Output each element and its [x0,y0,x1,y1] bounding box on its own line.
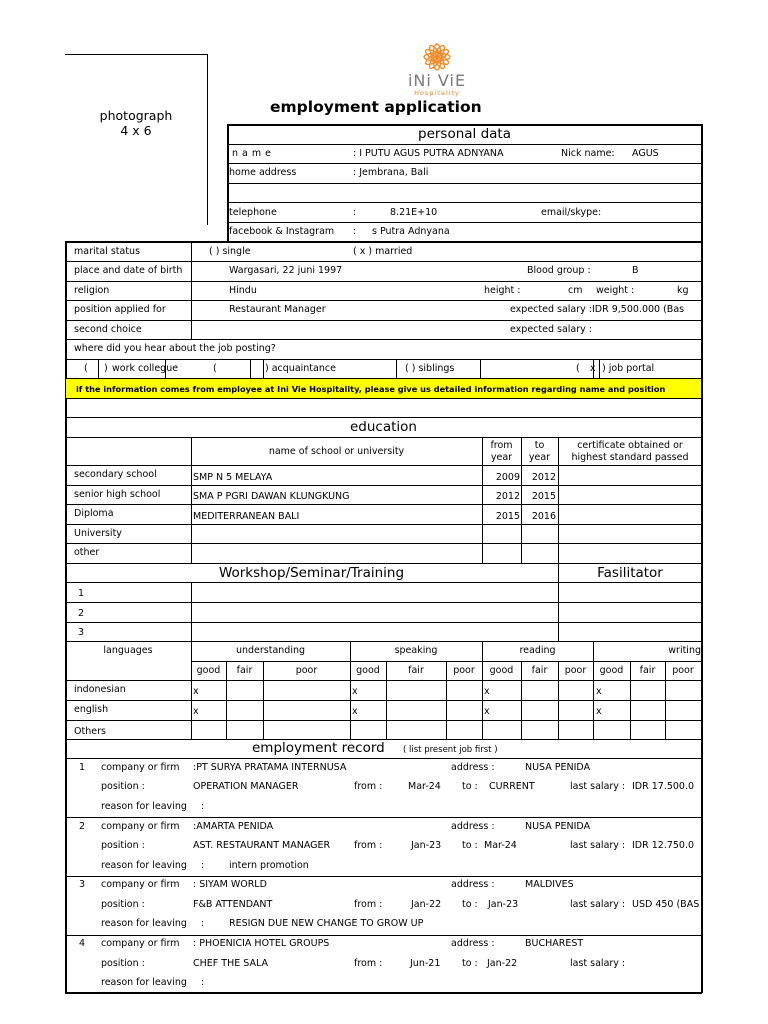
job-number: 2 [79,821,86,832]
height-label: height : [484,285,521,296]
line [65,817,702,818]
info-note: if the information comes from employee at Ini Vie Hospitality, please give us detailed information regarding name and position [76,384,666,394]
edu-school: SMA P PGRI DAWAN KLUNGKUNG [193,491,350,502]
job-position: CHEF THE SALA [193,958,268,969]
logo-brand: iNi ViE [407,71,467,90]
source-job-paren: ( [576,363,580,374]
job-number: 3 [79,879,86,890]
job-reason-colon: : [201,918,205,929]
lang-sub-poor: poor [295,665,318,676]
edu-col-cert-2: highest standard passed [571,452,689,463]
job-source-question: where did you hear about the job posting? [74,343,276,354]
lang-sub-poor: poor [564,665,587,676]
line [227,144,702,145]
logo-sub: Hospitality [414,89,460,97]
edu-from: 2009 [495,472,520,483]
edu-level: University [74,528,122,539]
edu-level: secondary school [74,469,157,480]
lang-sub-good: good [356,665,380,676]
line [65,437,702,438]
facilitator-header: Fasilitator [597,565,663,581]
company-label: company or firm [101,938,180,949]
lang-sub-good: good [489,665,514,676]
job-salary: IDR 17.500.0 [632,781,695,792]
address-value: : Jembrana, Bali [353,167,429,178]
language-name: indonesian [74,684,126,695]
source-paren-open: ( [84,363,88,374]
flower-logo-icon [415,40,459,74]
line [701,124,703,993]
job-salary-label: last salary : [570,958,626,969]
company-label: company or firm [101,821,180,832]
line [65,720,702,721]
job-to-label: to : [462,958,478,969]
line [227,183,702,184]
line [65,417,702,418]
job-reason: RESIGN DUE NEW CHANGE TO GROW UP [229,918,424,929]
line [65,241,67,993]
line [65,300,702,301]
social-value: s Putra Adnyana [372,226,450,237]
line [65,680,702,681]
job-address-label: address : [451,821,495,832]
job-reason: intern promotion [229,860,309,871]
job-to-label: to : [462,781,478,792]
email-label: email/skype: [541,207,602,218]
personal-data-header: personal data [418,126,511,142]
company-value: :PT SURYA PRATAMA INTERNUSA [193,762,347,773]
job-reason-label: reason for leaving [101,918,187,929]
job-salary-label: last salary : [570,899,626,910]
language-name: Others [74,726,106,737]
line [65,261,702,262]
expected-salary: expected salary :IDR 9,500.000 (Bas [510,304,685,315]
company-logo [405,40,469,98]
second-choice-label: second choice [74,324,142,335]
job-to: CURRENT [489,781,535,792]
edu-col-to-2: year [528,452,551,463]
training-row-number: 2 [78,608,85,619]
company-value: : SIYAM WORLD [193,879,267,890]
page-title: employment application [270,98,482,116]
job-position: AST. RESTAURANT MANAGER [193,840,331,851]
line [65,935,702,936]
line [65,563,702,564]
religion-label: religion [74,285,110,296]
job-from-label: from : [354,781,383,792]
edu-to: 2016 [531,511,556,522]
weight-label: weight : [596,285,635,296]
lang-sub-poor: poor [672,665,694,676]
social-label: facebook & Instagram [229,226,335,237]
line [191,582,192,641]
job-position: OPERATION MANAGER [193,781,299,792]
edu-from: 2012 [495,491,520,502]
edu-to: 2012 [531,472,556,483]
edu-col-to: to [534,440,545,451]
job-address-label: address : [451,879,495,890]
address-label: home address [229,167,297,178]
job-address-label: address : [451,762,495,773]
lang-sub-fair: fair [531,665,548,676]
photograph-label: photograph [99,108,173,123]
source-job-portal[interactable]: ) job portal [602,363,655,374]
lang-mark: x [193,686,199,697]
expected-salary-2: expected salary : [510,324,592,335]
job-address: MALDIVES [525,879,574,890]
edu-col-from: from [490,440,513,451]
phone-label: telephone [229,207,277,218]
job-salary-label: last salary : [570,840,626,851]
lang-mark: x [484,706,490,717]
edu-school: MEDITERRANEAN BALI [193,511,300,522]
lang-mark: x [352,706,358,717]
social-colon: : [353,226,357,237]
phone-value: 8.21E+10 [390,207,438,218]
job-position-label: position : [101,899,145,910]
job-reason-label: reason for leaving [101,977,187,988]
source-work-collegue[interactable]: work collegue [112,363,179,374]
training-header: Workshop/Seminar/Training [218,565,405,581]
photograph-box [65,54,208,225]
line [65,398,702,399]
job-from: Jun-21 [410,958,441,969]
job-address: BUCHAREST [525,938,584,949]
line [65,359,702,360]
employment-header: employment record [252,740,385,756]
source-job-mark: x [590,363,596,374]
job-from-label: from : [354,958,383,969]
job-reason-colon: : [201,977,205,988]
training-row-number: 3 [78,627,85,638]
line [65,339,702,340]
job-from: Jan-22 [411,899,442,910]
lang-sub-poor: poor [453,665,475,676]
job-reason-label: reason for leaving [101,860,187,871]
lang-group-speaking: speaking [394,645,438,656]
line [65,641,702,642]
source-paren-close: ) [104,363,108,374]
edu-col-school: name of school or university [268,446,405,457]
company-value: :AMARTA PENIDA [193,821,274,832]
phone-colon: : [353,207,357,218]
source-acq-paren: ( [213,363,217,374]
blood-label: Blood group : [527,265,591,276]
lang-sub-fair: fair [236,665,253,676]
nick-value: AGUS [632,148,659,159]
job-position: F&B ATTENDANT [193,899,273,910]
photograph-size: 4 x 6 [120,123,152,138]
lang-sub-fair: fair [408,665,424,676]
job-reason-colon: : [201,801,205,812]
job-to: Jan-22 [487,958,518,969]
lang-mark: x [596,686,602,697]
nick-label: Nick name: [561,148,615,159]
training-row-number: 1 [78,588,85,599]
lang-mark: x [484,686,490,697]
job-reason-colon: : [201,860,205,871]
lang-group-writing: writing [668,645,701,656]
job-salary: USD 450 (BAS [632,899,700,910]
weight-unit: kg [677,285,689,296]
lang-mark: x [596,706,602,717]
marital-single-option[interactable]: ( ) single [209,246,251,257]
marital-married-option[interactable]: ( x ) married [353,246,413,257]
company-value: : PHOENICIA HOTEL GROUPS [193,938,330,949]
job-to: Mar-24 [484,840,517,851]
line [65,992,702,994]
position-label: position applied for [74,304,166,315]
job-salary-label: last salary : [570,781,626,792]
job-from-label: from : [354,840,383,851]
line [65,582,702,583]
job-address-label: address : [451,938,495,949]
source-acquaintance[interactable]: ) acquaintance [265,363,336,374]
job-to: Jan-23 [488,899,519,910]
lang-sub-good: good [196,665,221,676]
line [65,241,702,243]
line [65,700,702,701]
lang-sub-fair: fair [639,665,656,676]
lang-mark: x [193,706,199,717]
line [65,622,702,623]
language-name: english [74,704,109,715]
job-position-label: position : [101,781,145,792]
edu-school: SMP N 5 MELAYA [193,472,273,483]
edu-col-cert: certificate obtained or [577,440,683,451]
languages-label: languages [103,645,153,656]
marital-label: marital status [74,246,141,257]
line [191,241,192,339]
education-header: education [350,419,417,435]
edu-level: Diploma [74,508,114,519]
job-to-label: to : [462,899,478,910]
company-label: company or firm [101,879,180,890]
line [227,202,702,203]
line [65,485,702,486]
edu-to: 2015 [531,491,556,502]
job-from: Jan-23 [411,840,442,851]
job-position-label: position : [101,840,145,851]
job-number: 4 [79,938,86,949]
blood-value: B [632,265,639,276]
job-address: NUSA PENIDA [525,762,591,773]
lang-group-understanding: understanding [235,645,306,656]
job-reason-label: reason for leaving [101,801,187,812]
name-label: n a m e [232,148,272,159]
line [227,222,702,223]
line [65,320,702,321]
company-label: company or firm [101,762,180,773]
employment-note: ( list present job first ) [403,745,498,755]
job-position-label: position : [101,958,145,969]
job-from-label: from : [354,899,383,910]
lang-group-reading: reading [519,645,556,656]
source-siblings[interactable]: ( ) siblings [405,363,455,374]
line [65,876,702,877]
line [65,465,702,466]
job-address: NUSA PENIDA [525,821,591,832]
job-salary: IDR 12.750.0 [632,840,695,851]
height-unit: cm [568,285,583,296]
position-value: Restaurant Manager [229,304,326,315]
job-to-label: to : [462,840,478,851]
lang-mark: x [352,686,358,697]
line [65,524,702,525]
lang-sub-good: good [599,665,624,676]
line [65,602,702,603]
line [65,504,702,505]
edu-level: senior high school [74,489,161,500]
line [65,543,702,544]
line [65,281,702,282]
edu-col-from-2: year [490,452,513,463]
edu-level: other [74,547,100,558]
edu-from: 2015 [495,511,520,522]
name-value: : I PUTU AGUS PUTRA ADNYANA [353,148,504,159]
birth-value: Wargasari, 22 juni 1997 [229,265,343,276]
line [227,163,702,164]
birth-label: place and date of birth [74,265,183,276]
religion-value: Hindu [229,285,257,296]
job-number: 1 [79,762,86,773]
line [65,758,702,759]
job-from: Mar-24 [408,781,441,792]
